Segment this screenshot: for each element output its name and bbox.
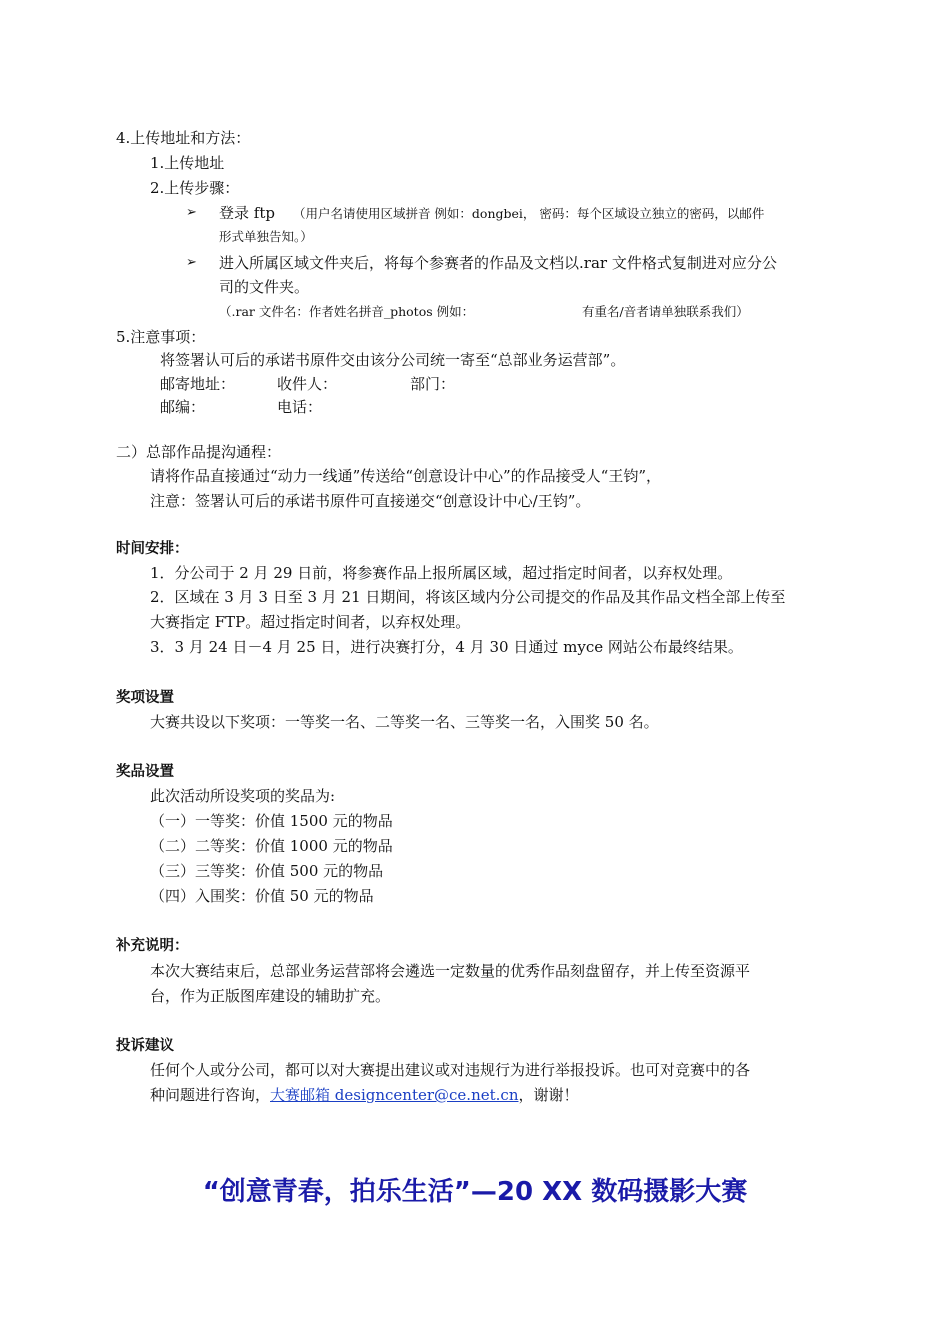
complaint-thanks: ，谢谢！: [518, 1086, 579, 1104]
step-login-label: 登录 ftp: [219, 204, 275, 222]
prize-item: （二）二等奖：价值 1000 元的物品: [150, 837, 393, 855]
upload-heading: 4.上传地址和方法：: [116, 129, 251, 147]
prizes-heading: 奖品设置: [116, 764, 174, 780]
phone-label: 电话：: [277, 398, 323, 416]
arrow-bullet-icon: ➢: [186, 205, 197, 220]
step-copy-files-cont: 司的文件夹。: [219, 278, 310, 296]
department-label: 部门：: [410, 375, 456, 393]
contest-banner-title: “创意青春，拍乐生活”—20 XX 数码摄影大赛: [202, 1177, 748, 1207]
supplement-line-2: 台，作为正版图库建设的辅助扩充。: [150, 987, 391, 1005]
complaint-line-2-text: 种问题进行咨询，: [150, 1086, 271, 1104]
hq-line-2: 注意：签署认可后的承诺书原件可直接递交“创意设计中心/王钧”。: [150, 492, 591, 510]
arrow-bullet-icon: ➢: [186, 255, 197, 270]
step-copy-files: 进入所属区域文件夹后，将每个参赛者的作品及文档以.rar 文件格式复制进对应分公: [219, 254, 777, 272]
notice-heading: 5.注意事项：: [116, 328, 206, 346]
step-login-ftp: [219, 203, 764, 224]
schedule-item-3: 3．3 月 24 日－4 月 25 日，进行决赛打分，4 月 30 日通过 myce 网站公布最终结果。: [150, 638, 743, 656]
schedule-heading: 时间安排：: [116, 541, 189, 557]
postcode-label: 邮编：: [160, 398, 206, 416]
complaint-heading: 投诉建议: [116, 1038, 174, 1054]
awards-heading: 奖项设置: [116, 690, 174, 706]
hq-line-1: 请将作品直接通过“动力一线通”传送给“创意设计中心”的作品接受人“王钧”，: [150, 467, 662, 485]
complaint-line-1: 任何个人或分公司，都可以对大赛提出建议或对违规行为进行举报投诉。也可对竞赛中的各: [150, 1061, 751, 1079]
upload-steps: 2.上传步骤：: [150, 179, 240, 197]
prize-item: （三）三等奖：价值 500 元的物品: [150, 862, 384, 880]
prizes-intro: 此次活动所设奖项的奖品为:: [150, 787, 336, 805]
schedule-item-1: 1．分公司于 2 月 29 日前，将参赛作品上报所属区域，超过指定时间者，以弃权处理。: [150, 564, 733, 582]
awards-line: 大赛共设以下奖项：一等奖一名、二等奖一名、三等奖一名，入围奖 50 名。: [150, 713, 659, 731]
rar-duplicate-note: 有重名/音者请单独联系我们）: [582, 304, 749, 319]
step-login-note-cont: 形式单独告知。）: [219, 229, 313, 244]
step-login-note: （用户名请使用区域拼音 例如：dongbei， 密码：每个区域设立独立的密码，以邮件: [292, 206, 765, 221]
notice-line: 将签署认可后的承诺书原件交由该分公司统一寄至“总部业务运营部”。: [160, 351, 626, 369]
schedule-item-2: 2．区域在 3 月 3 日至 3 月 21 日期间，将该区域内分公司提交的作品及其作品文档全部上传至: [150, 588, 786, 606]
upload-address: 1.上传地址: [150, 154, 225, 172]
supplement-heading: 补充说明：: [116, 938, 189, 954]
complaint-line-2: [150, 1085, 579, 1105]
contest-email-link[interactable]: 大赛邮箱 designcenter@ce.net.cn: [270, 1086, 519, 1104]
recipient-label: 收件人：: [277, 375, 338, 393]
rar-naming-note: （.rar 文件名：作者姓名拼音_photos 例如：: [219, 304, 475, 319]
prize-item: （一）一等奖：价值 1500 元的物品: [150, 812, 393, 830]
prize-item: （四）入围奖：价值 50 元的物品: [150, 887, 374, 905]
supplement-line-1: 本次大赛结束后，总部业务运营部将会遴选一定数量的优秀作品刻盘留存，并上传至资源平: [150, 962, 751, 980]
mail-address-label: 邮寄地址：: [160, 375, 236, 393]
schedule-item-2-cont: 大赛指定 FTP。超过指定时间者，以弃权处理。: [150, 613, 471, 631]
hq-heading: 二）总部作品提沟通程：: [116, 443, 282, 461]
